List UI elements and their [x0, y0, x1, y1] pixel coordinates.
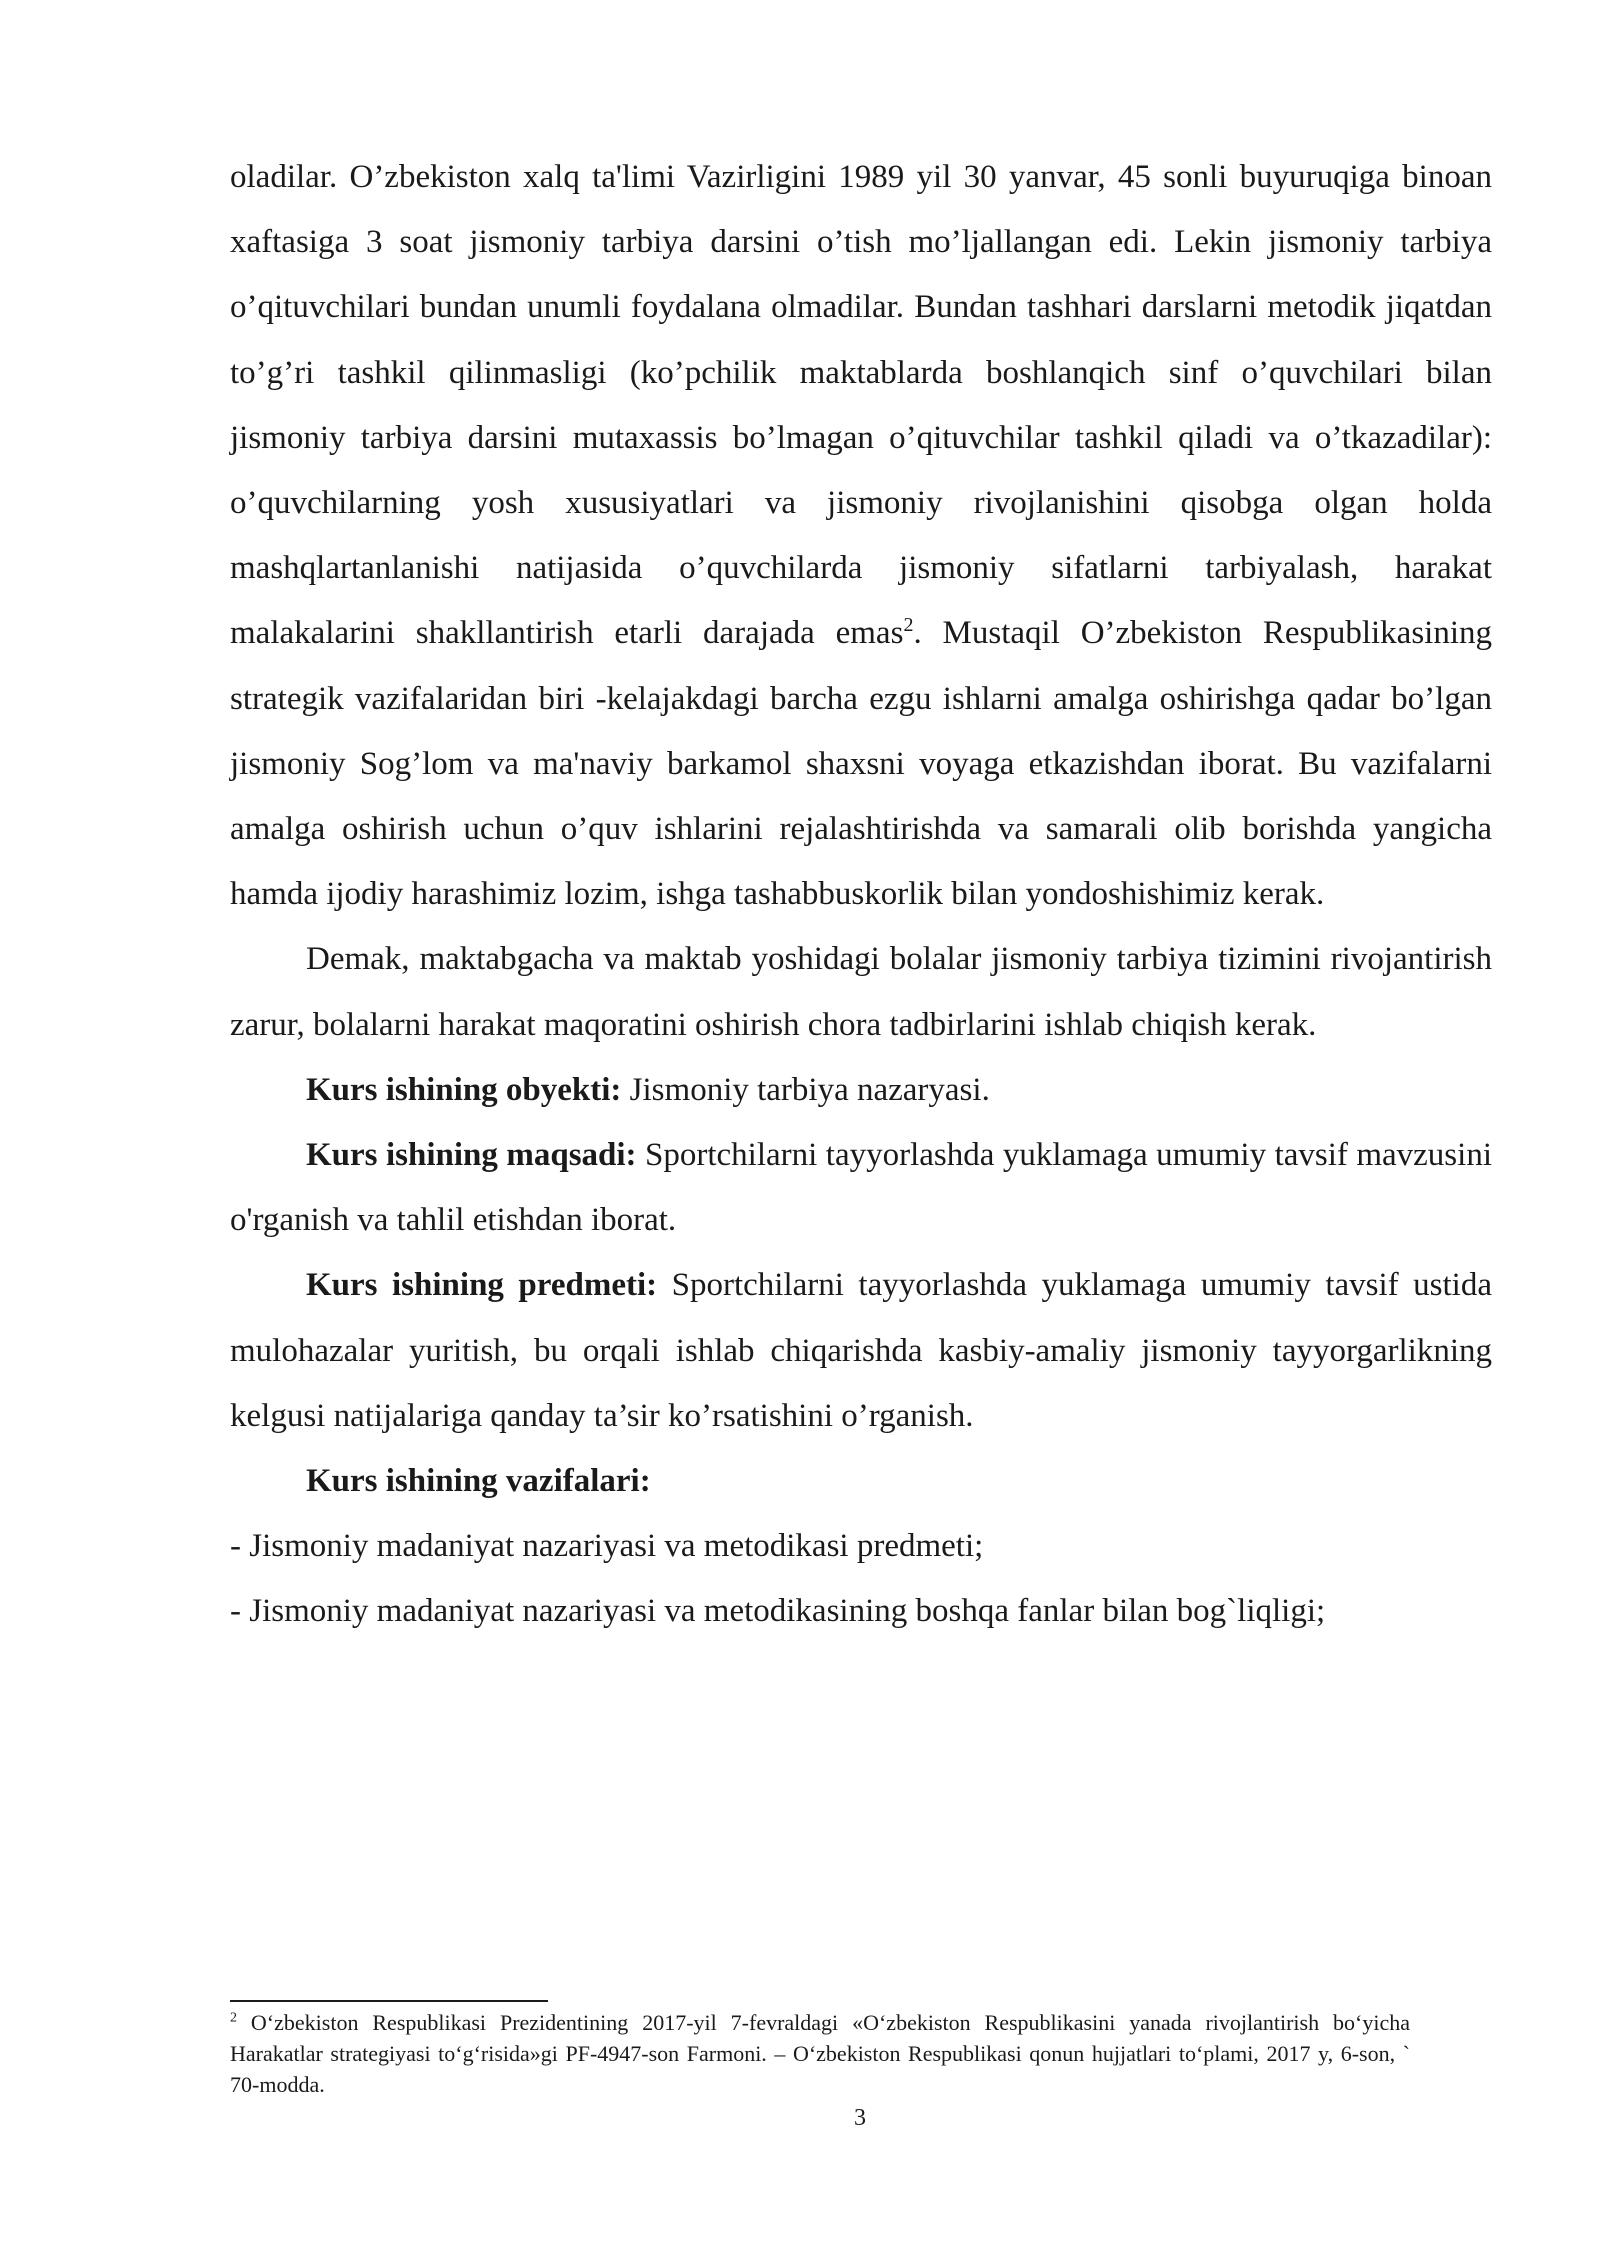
paragraph-intro-continuation: . Mustaqil O’zbekiston Respublikasining strategik vazifalaridan biri -kelajakdagi barcha ezgu ishlarni amalga oshirishga qadar bo’lgan jismoniy Sog’lom va ma'naviy barkamol shaxsni voyaga etkazishdan iborat. Bu vazifalarni amalga oshirish uchun o’quv ishlarini rejalashtirishda va samarali olib borishda yangicha hamda ijodiy harashimiz lozim, ishga tashabbuskorlik bilan yondoshishimiz kerak.	[230, 615, 1492, 913]
paragraph-intro	[230, 145, 1492, 927]
paragraph-intro-text: oladilar. O’zbekiston xalq ta'limi Vazirligini 1989 yil 30 yanvar, 45 sonli buyuruqiga binoan xaftasiga 3 soat jismoniy tarbiya darsini o’tish mo’ljallangan edi. Lekin jismoniy tarbiya o’qituvchilari bundan unumli foydalana olmadilar. Bundan tashhari darslarni metodik jiqatdan to’g’ri tashkil qilinmasligi (ko’pchilik maktablarda boshlanqich sinf o’quvchilari bilan jismoniy tarbiya darsini mutaxassis bo’lmagan o’qituvchilar tashkil qiladi va o’tkazadilar): o’quvchilarning yosh xususiyatlari va jismoniy rivojlanishini qisobga olgan holda mashqlartanlanishi natijasida o’quvchilarda jismoniy sifatlarni tarbiyalash, harakat malakalarini shakllantirish etarli darajada emas	[230, 159, 1492, 652]
goal-text: Sportchilarni tayyorlashda yuklamaga umumiy tavsif mavzusini o'rganish va tahlil etishdan iborat.	[230, 1137, 1492, 1239]
goal-label: Kurs ishining maqsadi:	[306, 1137, 637, 1174]
tasks-label: Kurs ishining vazifalari:	[306, 1463, 651, 1500]
paragraph-tasks-heading	[230, 1449, 1492, 1514]
main-text	[230, 145, 1492, 1645]
subject-label: Kurs ishining predmeti:	[306, 1267, 658, 1304]
paragraph-goal	[230, 1123, 1492, 1253]
footnote-number: 2	[230, 2010, 237, 2026]
task-item-2: - Jismoniy madaniyat nazariyasi va metodikasining boshqa fanlar bilan bog`liqligi;	[230, 1593, 1326, 1630]
page-number: 3	[854, 2105, 866, 2131]
footnote-separator	[230, 2000, 548, 2002]
object-label: Kurs ishining obyekti:	[306, 1071, 622, 1108]
object-text: Jismoniy tarbiya nazaryasi.	[621, 1071, 990, 1108]
paragraph-conclusion: Demak, maktabgacha va maktab yoshidagi bolalar jismoniy tarbiya tizimini rivojantirish zarur, bolalarni harakat maqoratini oshirish chora tadbirlarini ishlab chiqish kerak.	[230, 941, 1492, 1043]
footnote-reference[interactable]: 2	[903, 614, 914, 637]
subject-text: Sportchilarni tayyorlashda yuklamaga umumiy tavsif ustida mulohazalar yuritish, bu orqali ishlab chiqarishda kasbiy-amaliy jismoniy tayyorgarlikning kelgusi natijalariga qanday ta’sir ko’rsatishini o’rganish.	[230, 1267, 1492, 1434]
paragraph-subject	[230, 1253, 1492, 1449]
paragraph-object	[230, 1058, 1492, 1123]
footnote	[230, 2007, 1410, 2100]
footnote-text: O‘zbekiston Respublikasi Prezidentining 2017-yil 7-fevraldagi «O‘zbekiston Respublikasini yanada rivojlantirish bo‘yicha Harakatlar strategiyasi to‘g‘risida»gi PF-4947-son Farmoni. – O‘zbekiston Respublikasi qonun hujjatlari to‘plami, 2017 y, 6-son, ` 70-modda.	[230, 2010, 1410, 2097]
task-item-1: - Jismoniy madaniyat nazariyasi va metodikasi predmeti;	[230, 1528, 984, 1565]
